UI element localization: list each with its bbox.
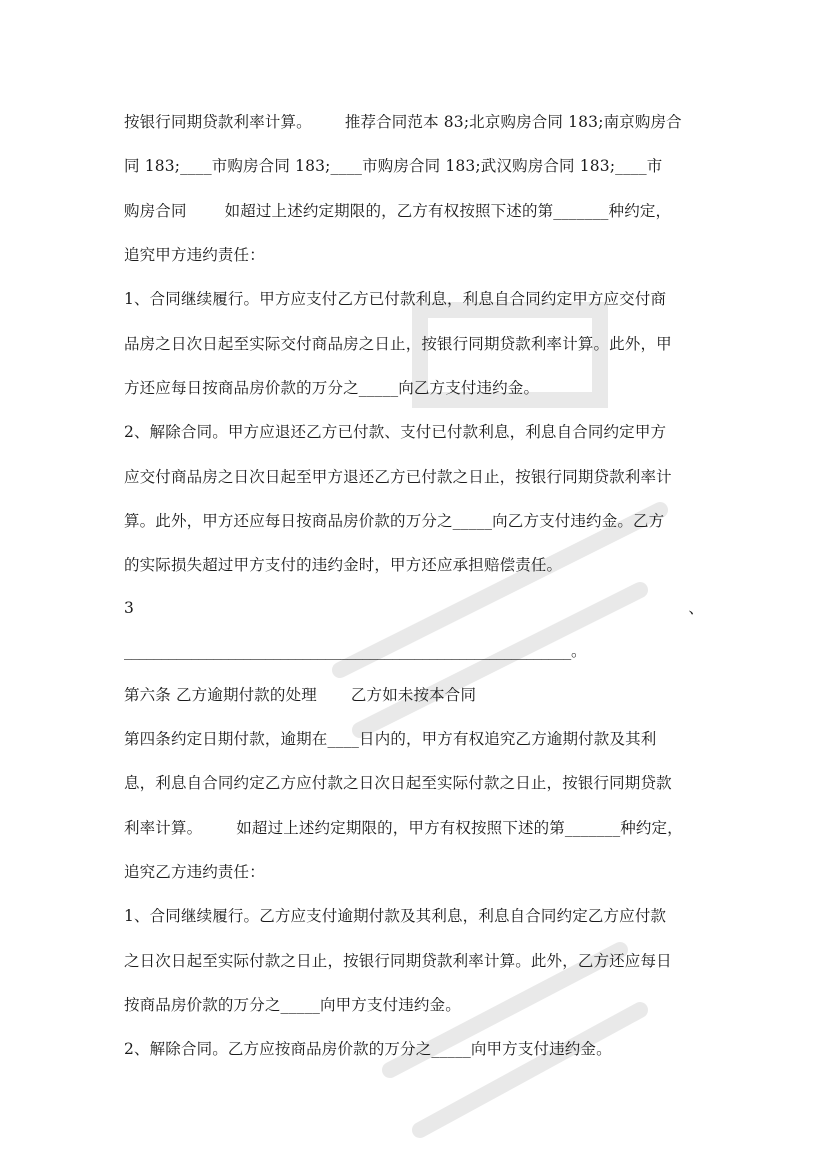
- text-line-13: ____________________________________________________________。: [124, 642, 587, 660]
- text-line-3: 购房合同 如超过上述约定期限的，乙方有权按照下述的第_______种约定，: [124, 202, 672, 220]
- text-line-10: 算。此外，甲方还应每日按商品房价款的万分之_____向乙方支付违约金。乙方: [124, 512, 665, 530]
- text-line-18: 追究乙方违约责任：: [124, 863, 265, 881]
- text-line-14: 第六条 乙方逾期付款的处理 乙方如未按本合同: [124, 686, 477, 704]
- text-line-17: 利率计算。 如超过上述约定期限的，甲方有权按照下述的第_______种约定，: [124, 819, 683, 837]
- text-line-1: 按银行同期贷款利率计算。 推荐合同范本 83;北京购房合同 183;南京购房合: [124, 113, 682, 131]
- text-line-15: 第四条约定日期付款，逾期在____日内的，甲方有权追究乙方逾期付款及其利: [124, 730, 657, 748]
- text-line-5: 1、合同继续履行。甲方应支付乙方已付款利息，利息自合同约定甲方应交付商: [124, 290, 667, 308]
- text-line-21: 按商品房价款的万分之_____向甲方支付违约金。: [124, 996, 461, 1014]
- text-line-7: 方还应每日按商品房价款的万分之_____向乙方支付违约金。: [124, 379, 540, 397]
- text-line-6: 品房之日次日起至实际交付商品房之日止，按银行同期贷款利率计算。此外，甲: [124, 335, 672, 353]
- text-line-4: 追究甲方违约责任：: [124, 246, 265, 264]
- text-line-16: 息，利息自合同约定乙方应付款之日次日起至实际付款之日止，按银行同期贷款: [124, 774, 672, 792]
- text-line-19: 1、合同继续履行。乙方应支付逾期付款及其利息，利息自合同约定乙方应付款: [124, 907, 667, 925]
- text-line-11: 的实际损失超过甲方支付的违约金时，甲方还应承担赔偿责任。: [124, 556, 563, 574]
- text-line-9: 应交付商品房之日次日起至甲方退还乙方已付款之日止，按银行同期贷款利率计: [124, 468, 672, 486]
- text-line-12: 3 、: [124, 599, 704, 617]
- text-line-8: 2、解除合同。甲方应退还乙方已付款、支付已付款利息，利息自合同约定甲方: [124, 423, 667, 441]
- text-line-20: 之日次日起至实际付款之日止，按银行同期贷款利率计算。此外，乙方还应每日: [124, 952, 672, 970]
- text-line-2: 同 183;____市购房合同 183;____市购房合同 183;武汉购房合同 183;____市: [124, 157, 663, 175]
- text-line-22: 2、解除合同。乙方应按商品房价款的万分之_____向甲方支付违约金。: [124, 1040, 612, 1058]
